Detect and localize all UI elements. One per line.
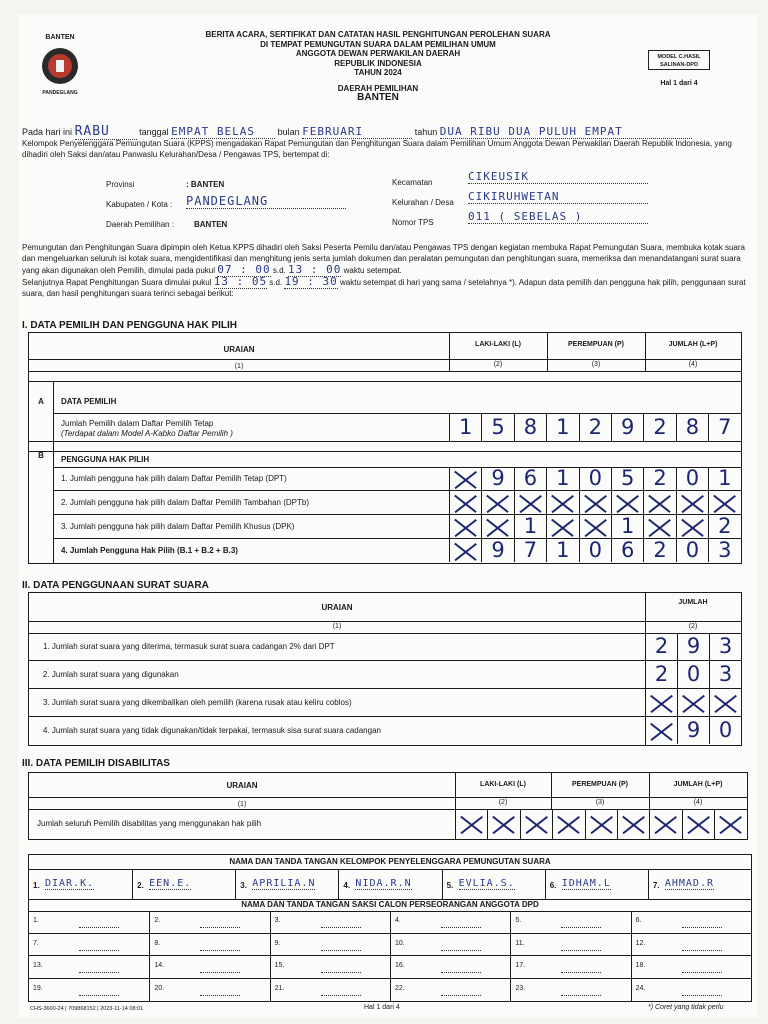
digit-box-crossed bbox=[643, 491, 675, 514]
saksi-signature-cell bbox=[149, 911, 269, 934]
kpps-name: APRILIA.N bbox=[252, 878, 316, 889]
digit-box: 2 bbox=[643, 539, 675, 562]
logo-bottom-text: PANDEGLANG bbox=[42, 90, 78, 96]
row-label: 1. Jumlah pengguna hak pilih dalam Daftar Pemilih Tetap (DPT) bbox=[61, 474, 287, 483]
digit-box: 2 bbox=[645, 661, 677, 688]
row-digits bbox=[645, 689, 741, 716]
tahun-value: DUA RIBU DUA PULUH EMPAT bbox=[440, 125, 692, 139]
saksi-title: NAMA DAN TANDA TANGAN SAKSI CALON PERSEORANGAN ANGGOTA DPD bbox=[241, 900, 539, 909]
row-digits bbox=[645, 717, 741, 744]
kpps-signature-cell bbox=[132, 869, 235, 899]
digit-box-crossed bbox=[449, 515, 481, 538]
saksi-number: 8. bbox=[154, 939, 161, 947]
signature-line bbox=[200, 972, 240, 973]
row-label: 3. Jumlah pengguna hak pilih dalam Daftar Pemilih Khusus (DPK) bbox=[61, 522, 295, 531]
saksi-number: 1. bbox=[33, 917, 39, 924]
row-label: 2. Jumlah surat suara yang digunakan bbox=[43, 670, 179, 679]
digit-box-crossed bbox=[709, 689, 741, 716]
saksi-number: 21. bbox=[274, 984, 285, 992]
s3-num1: (1) bbox=[237, 801, 247, 808]
digit-box: 8 bbox=[676, 413, 708, 441]
digit-box-crossed bbox=[708, 491, 740, 514]
digit-box-crossed bbox=[481, 515, 513, 538]
saksi-number: 10. bbox=[395, 939, 405, 947]
model-box bbox=[648, 50, 710, 70]
start-time: 07 : 00 bbox=[217, 263, 271, 276]
title-line: ANGGOTA DEWAN PERWAKILAN DAERAH bbox=[295, 49, 461, 58]
kecamatan-value: CIKEUSIK bbox=[468, 170, 648, 184]
form-page bbox=[18, 14, 758, 1018]
saksi-number: 9. bbox=[274, 939, 281, 947]
s1-col-p: PEREMPUAN (P) bbox=[567, 341, 624, 348]
saksi-number: 5. bbox=[515, 917, 522, 924]
saksi-number: 13. bbox=[33, 962, 43, 969]
signature-line bbox=[441, 995, 481, 996]
digit-box: 0 bbox=[709, 717, 741, 744]
row-digits bbox=[449, 467, 741, 490]
digit-box: 0 bbox=[676, 467, 708, 490]
row-digits bbox=[645, 661, 741, 688]
saksi-signature-cell bbox=[390, 934, 510, 957]
kpps-row bbox=[29, 869, 751, 899]
tps-label: Nomor TPS bbox=[392, 218, 434, 227]
digit-box: 9 bbox=[677, 633, 709, 660]
digit-box-crossed bbox=[649, 809, 681, 839]
pada-hari-ini-label: Pada hari ini bbox=[22, 127, 73, 137]
s3-col-l: LAKI-LAKI (L) bbox=[480, 781, 526, 788]
kpps-number: 1. bbox=[33, 881, 40, 890]
digit-box: 6 bbox=[611, 539, 643, 562]
digit-box: 5 bbox=[611, 467, 643, 490]
signature-line bbox=[321, 950, 361, 951]
kpps-number: 6. bbox=[549, 881, 557, 890]
digit-box-crossed bbox=[455, 809, 487, 839]
saksi-signature-cell bbox=[510, 911, 630, 934]
s2-num1: (1) bbox=[332, 623, 342, 630]
row-digits bbox=[449, 515, 741, 538]
s1-num3: (3) bbox=[591, 361, 601, 368]
footer-page: Hal 1 dari 4 bbox=[364, 1004, 400, 1011]
table-row bbox=[53, 491, 741, 515]
digit-box-crossed bbox=[643, 515, 675, 538]
s1-a1-digits bbox=[449, 413, 741, 441]
digit-box: 3 bbox=[709, 633, 741, 660]
s3-col-p: PEREMPUAN (P) bbox=[571, 781, 628, 788]
garuda-icon bbox=[40, 46, 80, 86]
signature-line bbox=[200, 995, 240, 996]
digit-box: 1 bbox=[708, 467, 740, 490]
s1-num4: (4) bbox=[688, 361, 698, 368]
s1-col-l: LAKI-LAKI (L) bbox=[475, 341, 521, 348]
saksi-signature-cell bbox=[631, 911, 751, 934]
digit-box-crossed bbox=[585, 809, 617, 839]
saksi-number: 19. bbox=[33, 984, 43, 992]
signature-line bbox=[561, 995, 601, 996]
row-digits bbox=[449, 491, 741, 514]
s1-b-letter: B bbox=[38, 451, 44, 460]
row-label: 1. Jumlah surat suara yang diterima, termasuk surat suara cadangan 2% dari DPT bbox=[43, 642, 335, 651]
signature-line bbox=[321, 995, 361, 996]
s1-a1-line2: (Terdapat dalam Model A-Kabko Daftar Pemilih ) bbox=[61, 429, 233, 438]
digit-box-crossed bbox=[546, 515, 578, 538]
tahun-label: tahun bbox=[414, 127, 438, 137]
s1-b-rows bbox=[53, 467, 741, 563]
saksi-number: 17. bbox=[515, 962, 526, 969]
saksi-signature-cell bbox=[149, 956, 269, 979]
intro-text: Kelompok Penyelenggara Pemungutan Suara (KPPS) mengadakan Rapat Pemungutan dan Penghitungan Suara dalam Pemilihan Umum Anggota Dewan Perwakilan Daerah Republik Indonesia, yang dihadiri oleh Saksi dan/atau Panwaslu Kelurahan/Desa / Pengawas TPS, bertempat di: bbox=[22, 139, 732, 159]
section1-title: I. DATA PEMILIH DAN PENGGUNA HAK PILIH bbox=[22, 320, 237, 331]
kpps-number: 4. bbox=[343, 881, 351, 890]
digit-box: 9 bbox=[481, 467, 513, 490]
count-end-time: 19 : 30 bbox=[284, 275, 338, 288]
saksi-number: 16. bbox=[395, 962, 405, 969]
region-label: DAERAH PEMILIHAN bbox=[337, 83, 419, 93]
saksi-number: 6. bbox=[635, 917, 642, 924]
s1-num1: (1) bbox=[234, 363, 244, 370]
kpps-number: 5. bbox=[446, 881, 454, 890]
digit-box-crossed bbox=[552, 809, 584, 839]
title-line: BERITA ACARA, SERTIFIKAT DAN CATATAN HASIL PENGHITUNGAN PEROLEHAN SUARA bbox=[205, 30, 551, 39]
end-time: 13 : 00 bbox=[288, 263, 342, 276]
section2-title: II. DATA PENGGUNAAN SURAT SUARA bbox=[22, 580, 209, 591]
s1-b-title: PENGGUNA HAK PILIH bbox=[61, 455, 150, 464]
kpps-name: EEN.E. bbox=[149, 878, 192, 889]
signature-table bbox=[28, 854, 752, 1002]
sd-2: s.d. bbox=[269, 278, 283, 287]
row-label: 3. Jumlah surat suara yang dikembalikan oleh pemilih (karena rusak atau keliru coblos) bbox=[43, 698, 352, 707]
footer-code: CHS-3600-24 | 709868152 | 2023-11-14 08:01 bbox=[30, 1006, 144, 1012]
kpps-name: EVLIA.S. bbox=[458, 878, 515, 889]
digit-box: 7 bbox=[514, 539, 546, 562]
s3-digits bbox=[455, 809, 747, 839]
s1-a-letter: A bbox=[38, 397, 44, 406]
location-block bbox=[106, 170, 746, 234]
digit-box-crossed bbox=[514, 491, 546, 514]
bulan-label: bulan bbox=[277, 127, 300, 137]
signature-line bbox=[321, 927, 361, 928]
digit-box-crossed bbox=[449, 491, 481, 514]
saksi-number: 23. bbox=[515, 984, 526, 992]
s3-col-j: JUMLAH (L+P) bbox=[673, 781, 723, 788]
tanggal-value: EMPAT BELAS bbox=[171, 125, 275, 139]
s3-num2: (2) bbox=[498, 799, 508, 806]
digit-box-crossed bbox=[546, 491, 578, 514]
kpps-signature-cell bbox=[29, 869, 132, 899]
s2-num2: (2) bbox=[688, 623, 698, 630]
saksi-number: 18. bbox=[635, 962, 646, 969]
digit-box: 3 bbox=[708, 539, 740, 562]
model-line-2: SALINAN-DPD bbox=[660, 62, 698, 68]
saksi-grid bbox=[29, 911, 751, 1001]
digit-box-crossed bbox=[714, 809, 746, 839]
kpps-number: 7. bbox=[652, 881, 660, 890]
s1-a-title: DATA PEMILIH bbox=[61, 397, 117, 406]
kabupaten-value: PANDEGLANG bbox=[186, 194, 346, 209]
saksi-signature-cell bbox=[510, 934, 630, 957]
kelurahan-label: Kelurahan / Desa bbox=[392, 198, 454, 207]
s3-col-uraian: URAIAN bbox=[226, 781, 258, 790]
digit-box-crossed bbox=[677, 689, 709, 716]
kpps-number: 2. bbox=[137, 881, 144, 890]
footer-note: *) Coret yang tidak perlu bbox=[648, 1004, 724, 1011]
saksi-signature-cell bbox=[270, 979, 390, 1002]
kpps-signature-cell bbox=[338, 869, 441, 899]
saksi-signature-cell bbox=[149, 934, 269, 957]
p2-end: waktu setempat di hari yang sama / setelahnya *). Adapun data pemilih dan pengguna hak pilih, penggunaan surat suara, dan hasil penghitungan suara terinci sebagai berikut: bbox=[22, 278, 746, 298]
count-start-time: 13 : 05 bbox=[213, 275, 268, 288]
digit-box-crossed bbox=[676, 515, 708, 538]
digit-box: 1 bbox=[611, 515, 643, 538]
saksi-number: 20. bbox=[154, 984, 165, 992]
s1-col-j: JUMLAH (L+P) bbox=[668, 341, 718, 348]
provinsi-label: Provinsi bbox=[106, 180, 135, 189]
saksi-signature-cell bbox=[29, 911, 149, 934]
s3-row-label: Jumlah seluruh Pemilih disabilitas yang menggunakan hak pilih bbox=[37, 819, 262, 828]
saksi-signature-cell bbox=[510, 979, 630, 1002]
signature-line bbox=[200, 950, 240, 951]
digit-box-crossed bbox=[645, 717, 677, 744]
p1-end: waktu setempat. bbox=[343, 266, 402, 275]
saksi-number: 2. bbox=[154, 917, 161, 924]
saksi-signature-cell bbox=[390, 956, 510, 979]
digit-box-crossed bbox=[617, 809, 649, 839]
signature-line bbox=[682, 995, 722, 996]
signature-line bbox=[682, 927, 722, 928]
kecamatan-label: Kecamatan bbox=[392, 178, 433, 187]
saksi-number: 7. bbox=[33, 939, 39, 947]
digit-box: 0 bbox=[677, 661, 709, 688]
saksi-signature-cell bbox=[270, 956, 390, 979]
signature-line bbox=[682, 950, 722, 951]
tanggal-label: tanggal bbox=[139, 127, 169, 137]
digit-box-crossed bbox=[676, 491, 708, 514]
digit-box: 9 bbox=[677, 717, 709, 744]
digit-box: 0 bbox=[579, 467, 611, 490]
dapil-label: Daerah Pemilihan : bbox=[106, 220, 175, 229]
signature-line bbox=[441, 950, 481, 951]
saksi-signature-cell bbox=[149, 979, 269, 1002]
saksi-signature-cell bbox=[631, 934, 751, 957]
digit-box-crossed bbox=[520, 809, 552, 839]
signature-line bbox=[441, 972, 481, 973]
saksi-signature-cell bbox=[29, 956, 149, 979]
saksi-number: 22. bbox=[395, 984, 405, 992]
provinsi-value: : BANTEN bbox=[186, 180, 225, 189]
kpps-name: IDHAM.L bbox=[561, 878, 611, 889]
s1-num2: (2) bbox=[493, 361, 503, 368]
kelurahan-value: CIKIRUHWETAN bbox=[468, 190, 648, 204]
dapil-value: BANTEN bbox=[194, 220, 228, 229]
table-row bbox=[29, 717, 741, 745]
digit-box-crossed bbox=[449, 467, 481, 490]
s1-col-uraian: URAIAN bbox=[223, 345, 255, 354]
kpps-signature-cell bbox=[442, 869, 545, 899]
digit-box: 2 bbox=[579, 413, 611, 441]
digit-box: 7 bbox=[708, 413, 740, 441]
s2-rows bbox=[29, 633, 741, 745]
section1-table bbox=[28, 332, 742, 564]
saksi-signature-cell bbox=[510, 956, 630, 979]
table-row bbox=[53, 515, 741, 539]
kpps-name: NIDA.R.N bbox=[355, 878, 412, 889]
digit-box: 2 bbox=[643, 413, 675, 441]
row-label: 2. Jumlah pengguna hak pilih dalam Daftar Pemilih Tambahan (DPTb) bbox=[61, 498, 309, 507]
digit-box: 1 bbox=[546, 413, 578, 441]
p2-start: Selanjutnya Rapat Penghitungan Suara dimulai pukul bbox=[22, 278, 212, 287]
section2-table bbox=[28, 592, 742, 746]
signature-line bbox=[441, 927, 481, 928]
saksi-signature-cell bbox=[390, 911, 510, 934]
digit-box: 9 bbox=[611, 413, 643, 441]
saksi-signature-cell bbox=[390, 979, 510, 1002]
saksi-number: 3. bbox=[274, 917, 281, 924]
title-line: REPUBLIK INDONESIA bbox=[334, 58, 422, 68]
saksi-signature-cell bbox=[270, 911, 390, 934]
digit-box: 0 bbox=[579, 539, 611, 562]
signature-line bbox=[561, 972, 601, 973]
kpps-signature-cell bbox=[648, 869, 751, 899]
logo-top-text: BANTEN bbox=[45, 34, 75, 41]
row-digits bbox=[449, 539, 741, 562]
table-row bbox=[29, 661, 741, 689]
saksi-number: 14. bbox=[154, 962, 165, 969]
digit-box-crossed bbox=[481, 491, 513, 514]
page-of-label: Hal 1 dari 4 bbox=[660, 80, 698, 87]
kpps-number: 3. bbox=[240, 881, 247, 890]
table-row bbox=[29, 689, 741, 717]
section3-title: III. DATA PEMILIH DISABILITAS bbox=[22, 758, 170, 769]
kpps-signature-cell bbox=[545, 869, 648, 899]
signature-line bbox=[79, 972, 119, 973]
digit-box: 5 bbox=[481, 413, 513, 441]
signature-line bbox=[682, 972, 722, 973]
digit-box: 2 bbox=[643, 467, 675, 490]
form-title bbox=[158, 30, 598, 103]
digit-box-crossed bbox=[611, 491, 643, 514]
saksi-number: 12. bbox=[635, 939, 646, 947]
signature-line bbox=[79, 950, 119, 951]
row-digits bbox=[645, 633, 741, 660]
saksi-number: 11. bbox=[515, 939, 525, 947]
row-label: 4. Jumlah surat suara yang tidak digunakan/tidak terpakai, termasuk sisa surat suara cadangan bbox=[43, 726, 381, 735]
sd-1: s.d. bbox=[272, 266, 286, 275]
saksi-signature-cell bbox=[29, 979, 149, 1002]
s3-num4: (4) bbox=[693, 799, 703, 806]
s1-a1-line1: Jumlah Pemilih dalam Daftar Pemilih Tetap bbox=[61, 419, 214, 428]
tps-value: 011 ( SEBELAS ) bbox=[468, 210, 648, 224]
title-line: DI TEMPAT PEMUNGUTAN SUARA DALAM PEMILIHAN UMUM bbox=[260, 39, 496, 49]
digit-box: 8 bbox=[514, 413, 546, 441]
saksi-number: 24. bbox=[635, 984, 646, 992]
digit-box-crossed bbox=[579, 515, 611, 538]
digit-box: 1 bbox=[514, 515, 546, 538]
digit-box-crossed bbox=[682, 809, 714, 839]
signature-line bbox=[321, 972, 361, 973]
kabupaten-label: Kabupaten / Kota : bbox=[106, 200, 173, 209]
section3-table bbox=[28, 772, 748, 840]
saksi-signature-cell bbox=[270, 934, 390, 957]
model-line-1: MODEL C.HASIL bbox=[657, 54, 701, 60]
signature-line bbox=[561, 927, 601, 928]
digit-box: 1 bbox=[449, 413, 481, 441]
kpps-signature-cell bbox=[235, 869, 338, 899]
table-row bbox=[53, 539, 741, 563]
kpps-name: AHMAD.R bbox=[664, 878, 714, 889]
digit-box-crossed bbox=[645, 689, 677, 716]
table-row bbox=[53, 467, 741, 491]
region-value: BANTEN bbox=[357, 92, 399, 103]
digit-box: 6 bbox=[514, 467, 546, 490]
signature-line bbox=[200, 927, 240, 928]
s2-col-uraian: URAIAN bbox=[321, 603, 353, 612]
saksi-number: 15. bbox=[274, 962, 285, 969]
p1-text: Pemungutan dan Penghitungan Suara dipimpin oleh Ketua KPPS dihadiri oleh Saksi Peserta Pemilu dan/atau Pengawas TPS dengan kegiatan membuka Rapat Pemungutan Suara, membuka kotak suara dan mengeluarkan seluruh isi kotak suara, mengidentifikasi dan menghitung jenis serta jumlah dokumen dan peralatan pemungutan dan penghitungan suara, memeriksa dan menandatangani surat suara yang akan digunakan oleh Pemilih, dimulai pada pukul bbox=[22, 243, 745, 275]
kpps-title: NAMA DAN TANDA TANGAN KELOMPOK PENYELENGGARA PEMUNGUTAN SUARA bbox=[229, 857, 551, 866]
digit-box-crossed bbox=[487, 809, 519, 839]
saksi-signature-cell bbox=[631, 956, 751, 979]
title-line: TAHUN 2024 bbox=[354, 68, 402, 77]
kpps-name: DIAR.K. bbox=[45, 878, 95, 889]
kpu-logo bbox=[28, 34, 92, 104]
digit-box: 0 bbox=[676, 539, 708, 562]
digit-box-crossed bbox=[579, 491, 611, 514]
bulan-value: FEBRUARI bbox=[302, 125, 412, 139]
digit-box-crossed bbox=[449, 539, 481, 562]
signature-line bbox=[79, 927, 119, 928]
digit-box: 1 bbox=[546, 467, 578, 490]
process-paragraph bbox=[22, 242, 754, 299]
digit-box: 2 bbox=[645, 633, 677, 660]
s3-num3: (3) bbox=[595, 799, 605, 806]
saksi-signature-cell bbox=[29, 934, 149, 957]
hari-value: RABU bbox=[75, 124, 137, 140]
signature-line bbox=[561, 950, 601, 951]
table-row bbox=[29, 633, 741, 661]
saksi-number: 4. bbox=[395, 917, 401, 924]
row-label: 4. Jumlah Pengguna Hak Pilih (B.1 + B.2 + B.3) bbox=[61, 546, 238, 555]
digit-box: 9 bbox=[481, 539, 513, 562]
s2-col-jumlah: JUMLAH bbox=[678, 599, 708, 606]
digit-box: 1 bbox=[546, 539, 578, 562]
saksi-signature-cell bbox=[631, 979, 751, 1002]
digit-box: 3 bbox=[709, 661, 741, 688]
digit-box: 2 bbox=[708, 515, 740, 538]
signature-line bbox=[79, 995, 119, 996]
